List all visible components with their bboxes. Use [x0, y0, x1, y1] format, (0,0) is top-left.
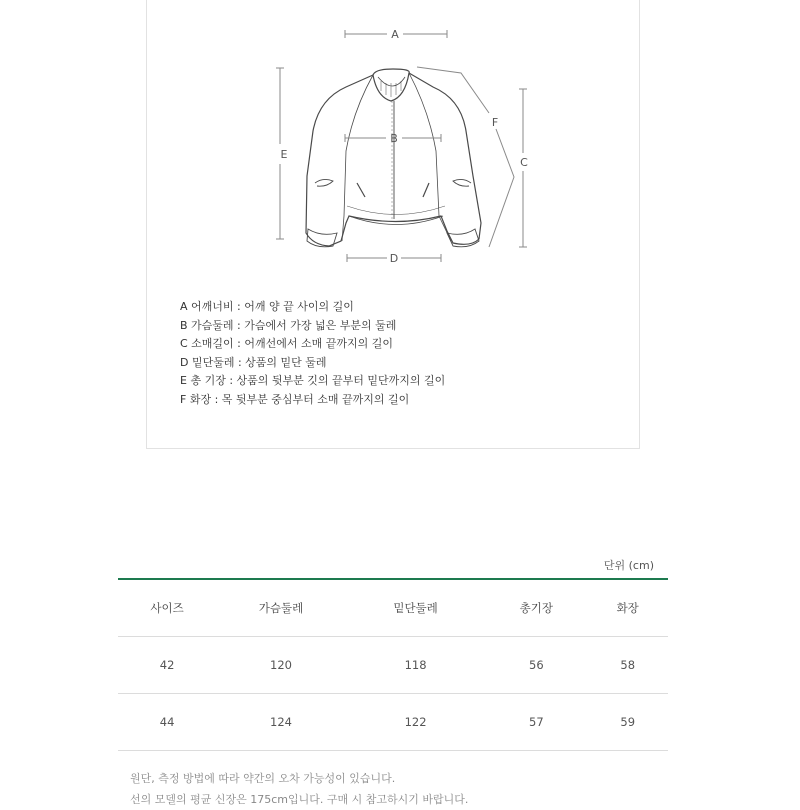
cell-chest: 120: [216, 637, 346, 694]
table-row: [118, 694, 668, 751]
legend-item-e: E 총 기장 : 상품의 뒷부분 깃의 끝부터 밑단까지의 길이: [180, 374, 446, 388]
label-a: A: [391, 28, 399, 41]
header-hem: 밑단둘레: [346, 579, 485, 637]
label-d: D: [389, 252, 399, 265]
header-size: 사이즈: [118, 579, 216, 637]
jacket-pocket-left: [357, 183, 365, 197]
cell-length: 56: [485, 637, 587, 694]
jacket-outline: [306, 73, 481, 246]
label-b: B: [390, 132, 398, 145]
dim-line-f: [417, 67, 489, 113]
cell-length: 57: [485, 694, 587, 751]
header-sleeve: 화장: [587, 579, 668, 637]
table-row: [118, 637, 668, 694]
measurement-legend: [180, 298, 445, 410]
cell-hem: 122: [346, 694, 485, 751]
legend-item-c: C 소매길이 : 어깨선에서 소매 끝까지의 길이: [180, 337, 394, 351]
legend-item-f: F 화장 : 목 뒷부분 중심부터 소매 끝까지의 길이: [180, 392, 410, 406]
unit-label: 단위 (cm): [603, 559, 654, 572]
legend-item-b: B 가슴둘레 : 가슴에서 가장 넓은 부분의 둘레: [180, 318, 397, 332]
label-c: C: [520, 156, 528, 169]
note-line: 선의 모델의 평균 신장은 175cm입니다. 구매 시 참고하시기 바랍니다.: [130, 793, 469, 806]
table-header-row: [118, 579, 668, 637]
note-line: 원단, 측정 방법에 따라 약간의 오차 가능성이 있습니다.: [130, 772, 396, 785]
header-chest: 가슴둘레: [216, 579, 346, 637]
size-table: [118, 578, 668, 751]
cell-chest: 124: [216, 694, 346, 751]
legend-item-a: A 어깨너비 : 어깨 양 끝 사이의 길이: [180, 300, 354, 313]
header-length: 총기장: [485, 579, 587, 637]
size-notes: [130, 768, 468, 810]
cell-sleeve: 59: [587, 694, 668, 751]
cell-hem: 118: [346, 637, 485, 694]
jacket-diagram: [147, 0, 641, 299]
legend-item-d: D 밑단둘레 : 상품의 밑단 둘레: [180, 355, 327, 369]
cell-sleeve: 58: [587, 637, 668, 694]
label-f: F: [491, 116, 499, 129]
cell-size: 44: [118, 694, 216, 751]
label-e: E: [280, 148, 288, 161]
cell-size: 42: [118, 637, 216, 694]
jacket-pocket-right: [423, 183, 429, 197]
